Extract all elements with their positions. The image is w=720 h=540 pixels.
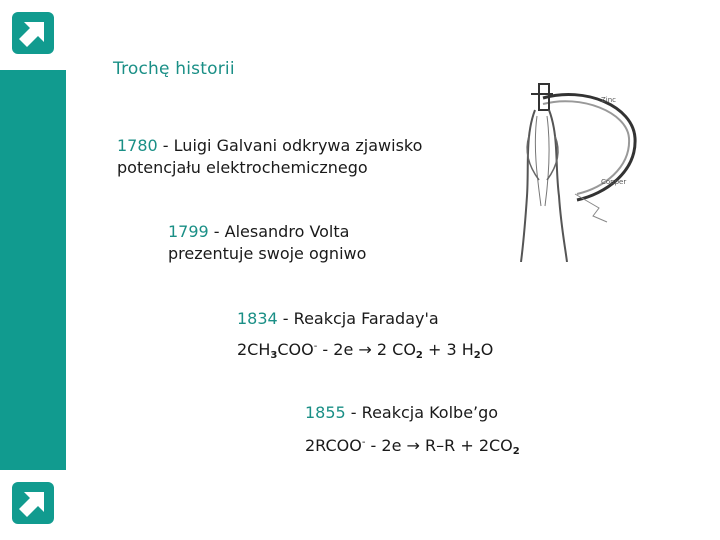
logo-bottom: [0, 470, 66, 540]
entry-year: 1834: [237, 309, 278, 328]
arrow-up-right-icon: [10, 480, 56, 526]
entry-year: 1855: [305, 403, 346, 422]
galvani-frog-illustration: [515, 76, 639, 262]
entry-year: 1799: [168, 222, 209, 241]
arrow-up-right-icon: [10, 10, 56, 56]
copper-label: Copper: [601, 178, 627, 186]
faraday-reaction-formula: $2CH_3COO^- - 2e \to 2$ $CO_2 + 3$ $H_2O$: [237, 340, 494, 361]
zinc-label: Zinc: [601, 96, 617, 104]
entry-text-line2: potencjału elektrochemicznego: [117, 158, 368, 177]
timeline-entry-1780: [117, 135, 422, 179]
timeline-entry-1855: [305, 402, 498, 424]
entry-text: - Alesandro Volta: [208, 222, 350, 241]
sidebar-band: [0, 0, 66, 540]
entry-text-line2: prezentuje swoje ogniwo: [168, 244, 367, 263]
timeline-entry-1834: [237, 308, 439, 330]
logo-top: [0, 0, 66, 70]
top-divider: [66, 0, 646, 2]
entry-year: 1780: [117, 136, 158, 155]
entry-text: - Reakcja Kolbe’go: [345, 403, 499, 422]
timeline-entry-1799: [168, 221, 366, 265]
entry-text: - Reakcja Faraday'a: [277, 309, 439, 328]
kolbe-reaction-formula: 2RCOO- - $2e \to R-R + 2CO_2$: [305, 436, 520, 457]
entry-text: - Luigi Galvani odkrywa zjawisko: [157, 136, 423, 155]
slide-title: Trochę historii: [113, 59, 235, 79]
